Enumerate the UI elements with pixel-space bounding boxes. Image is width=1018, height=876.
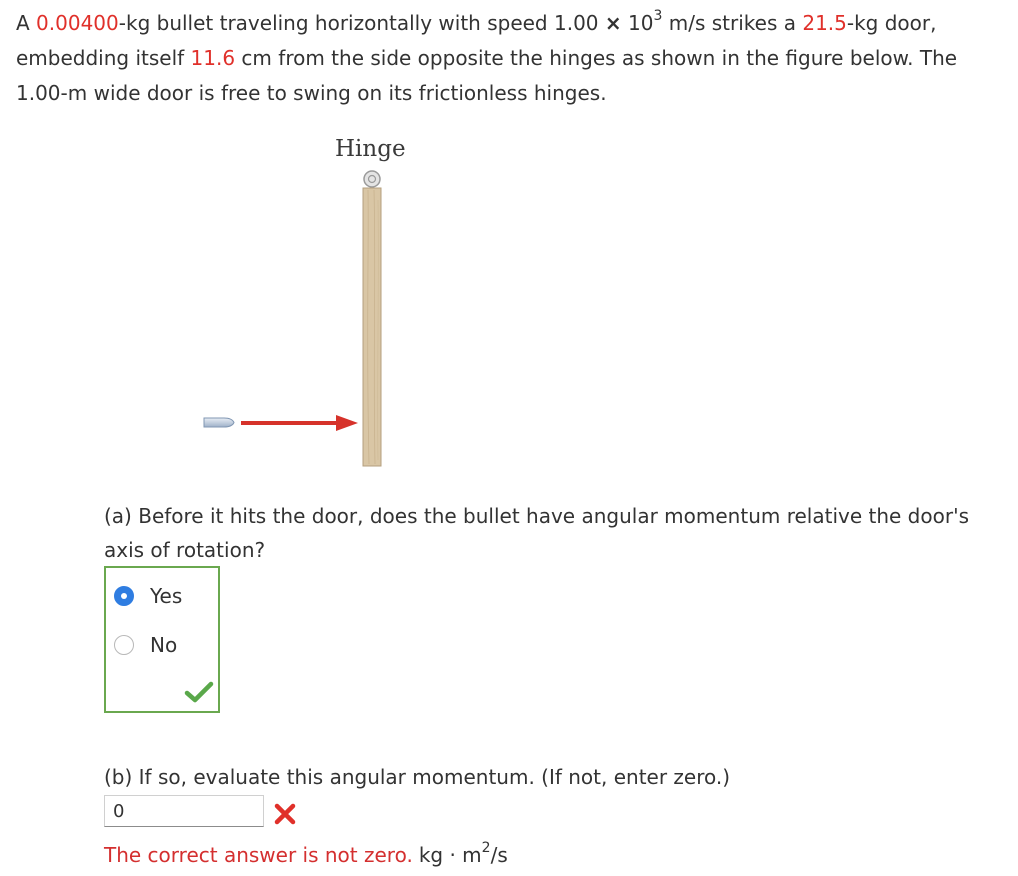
unit-text: kg · m	[418, 843, 482, 867]
problem-statement	[16, 6, 1006, 111]
hinge-icon	[364, 171, 380, 187]
hinge-label: Hinge	[335, 136, 406, 162]
option-no-label: No	[150, 633, 178, 657]
unit-text: /s	[490, 843, 508, 867]
problem-text: -kg bullet traveling horizontally with speed 1.00	[118, 11, 605, 35]
option-yes-label: Yes	[150, 584, 183, 608]
radio-yes-selected[interactable]	[114, 586, 134, 606]
bullet-icon	[204, 418, 234, 427]
problem-text: cm from the side opposite the hinges as shown in the figure below. The 1.00-m wide door is free to swing on its frictionless hinges.	[16, 46, 958, 105]
option-yes[interactable]	[114, 584, 182, 608]
door	[363, 188, 381, 466]
part-b-question: (b) If so, evaluate this angular momentum. (If not, enter zero.)	[104, 765, 731, 789]
unit-label	[418, 840, 508, 867]
problem-text: A	[16, 11, 37, 35]
choice-group	[104, 566, 220, 713]
radio-no[interactable]	[114, 635, 134, 655]
door-diagram	[190, 130, 450, 475]
exponent: 3	[653, 8, 663, 25]
feedback-message: The correct answer is not zero.	[104, 843, 413, 867]
problem-text: m/s strikes a	[662, 11, 803, 35]
times-symbol: ×	[604, 11, 622, 35]
feedback-line	[104, 838, 508, 872]
check-icon	[184, 680, 214, 704]
velocity-arrow	[241, 415, 358, 431]
bullet-mass-value: 0.00400	[36, 11, 119, 35]
part-a-question: (a) Before it hits the door, does the bullet have angular momentum relative the door's axis of rotation?	[104, 504, 969, 562]
door-figure	[190, 130, 450, 475]
distance-value: 11.6	[190, 46, 236, 70]
problem-text: 10	[621, 11, 654, 35]
problem-text: -kg door, embedding itself	[16, 11, 937, 70]
answer-input[interactable]	[104, 795, 264, 827]
door-mass-value: 21.5	[802, 11, 847, 35]
x-icon	[274, 803, 296, 825]
unit-exponent: 2	[481, 840, 491, 857]
option-no[interactable]	[114, 633, 177, 657]
